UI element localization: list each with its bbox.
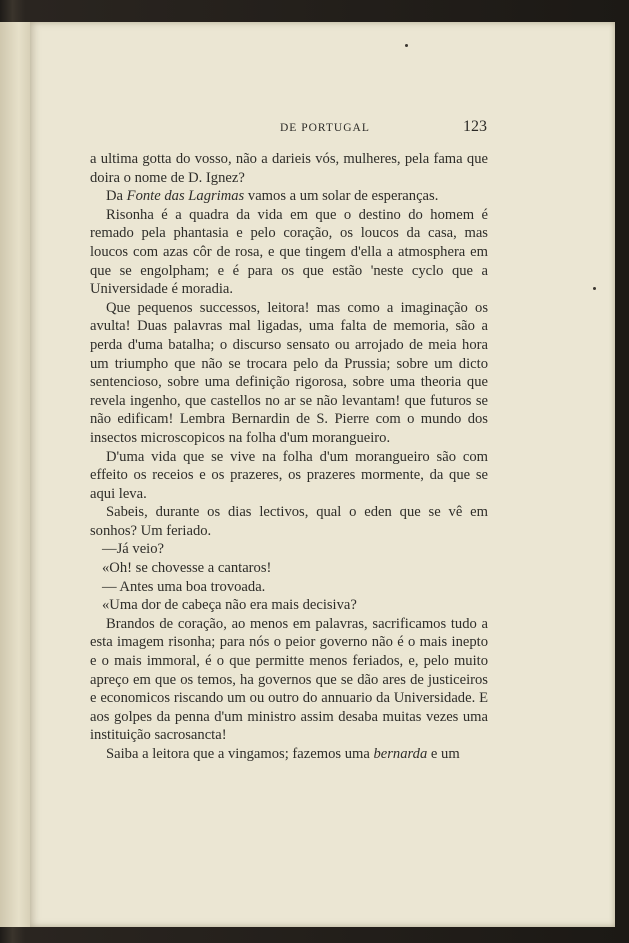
dialog-line: [90, 596, 488, 615]
paragraph: [90, 187, 488, 206]
dialog-line: [90, 578, 488, 597]
dialog-line: [90, 540, 488, 559]
text-run: Saiba a leitora que a vingamos; fazemos uma: [106, 746, 374, 762]
paragraph: [90, 745, 488, 764]
paragraph: [90, 299, 488, 448]
text-run: D'uma vida que se vive na folha d'um morangueiro são com effeito os receios e os prazeres, os prazeres mormente, da que se aqui leva.: [90, 448, 488, 502]
text-run: Que pequenos successos, leitora! mas como a imaginação os avulta! Duas palavras mal ligadas, uma falta de memoria, são a perda d'uma batalha; o discurso sensato ou arrojado de meia hora um triumpho que não se trocara pelo da Prussia; sobre um dicto sentencioso, sobre uma definição rigorosa, sobre uma theoria que revela ingenho, que castellos no ar se não levantam! que futuros se não edificam! Lembra Bernardin de S. Pierre com o mundo dos insectos microscopicos na folha d'um morangueiro.: [90, 299, 488, 446]
dialog-line: [90, 559, 488, 578]
text-run: Da: [106, 188, 127, 205]
body-text: [90, 150, 488, 764]
text-run: Risonha é a quadra da vida em que o destino do homem é remado pela phantasia e pelo coração, os loucos da casa, mas loucos com azas côr de rosa, e que tingem d'ella a atmosphera em que se engolpham; e é para os que estão 'neste cyclo que a Universidade é moradia.: [90, 206, 488, 298]
paragraph: [90, 503, 488, 540]
text-run: —Já veio?: [102, 541, 165, 558]
italic-text: bernarda: [373, 746, 428, 762]
paragraph: [90, 615, 488, 745]
text-run: vamos a um solar de esperanças.: [244, 188, 439, 205]
paragraph: [90, 150, 488, 187]
page-number: 123: [463, 118, 487, 135]
text-run: Sabeis, durante os dias lectivos, qual o eden que se vê em sonhos? Um feriado.: [90, 504, 488, 539]
paragraph: [90, 448, 488, 504]
running-title: DE PORTUGAL: [280, 122, 370, 134]
text-run: Brandos de coração, ao menos em palavras, sacrificamos tudo a esta imagem risonha; para nós o peior governo não é o mais inepto e o mais immoral, é o que permitte menos feriados, e, pelo muito apreço em que os temos, ha governos que se dão ares de justiceiros e economicos riscando um ou outro do annuario da Universidade. E aos golpes da penna d'um ministro assim desaba muitas vezes uma instituição sacrosancta!: [90, 615, 488, 744]
text-run: e um: [427, 746, 460, 762]
text-run: «Uma dor de cabeça não era mais decisiva?: [102, 597, 357, 614]
italic-text: Fonte das Lagrimas: [126, 188, 245, 205]
ink-speck: [593, 287, 596, 290]
text-run: «Oh! se chovesse a cantaros!: [102, 560, 272, 577]
paragraph: [90, 206, 488, 299]
page-header: [30, 116, 615, 140]
text-run: a ultima gotta do vosso, não a darieis vós, mulheres, pela fama que doira o nome de D. Ignez?: [90, 151, 488, 186]
text-run: — Antes uma boa trovoada.: [102, 578, 266, 595]
ink-speck: [405, 44, 408, 47]
